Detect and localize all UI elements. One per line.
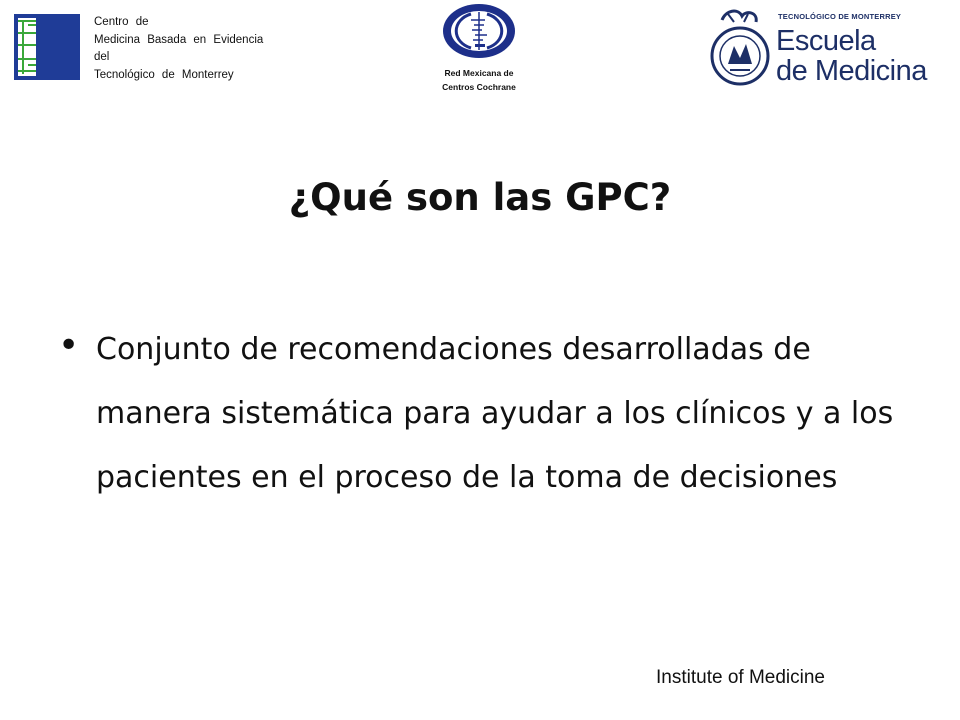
cochrane-logo	[424, 0, 534, 100]
cmbe-emblem-icon	[14, 14, 80, 80]
escuela-line-1: Escuela	[776, 25, 876, 57]
cmbe-line-1: Centro de	[94, 16, 149, 28]
cmbe-line-3: del	[94, 51, 110, 63]
cochrane-line-1: Red Mexicana de	[444, 68, 514, 78]
bullet-item: Conjunto de recomendaciones desarrolladas de manera sistemática para ayudar a los clínicos y a los pacientes en el proceso de la toma de decisiones	[96, 332, 894, 495]
cmbe-logo	[14, 12, 264, 84]
slide-title: ¿Qué son las GPC?	[288, 176, 672, 219]
cochrane-logo-text	[424, 66, 534, 94]
cochrane-emblem-icon	[441, 2, 517, 60]
source-citation: Institute of Medicine	[656, 667, 825, 688]
escuela-logo	[708, 4, 948, 96]
escuela-line-2: de Medicina	[776, 55, 927, 87]
escuela-wordmark	[776, 26, 927, 86]
university-seal-icon	[708, 6, 772, 92]
cmbe-logo-text	[94, 14, 263, 84]
cmbe-line-2: Medicina Basada en Evidencia	[94, 33, 264, 46]
cmbe-line-4: Tecnológico de Monterrey	[94, 68, 234, 81]
bullet-list	[58, 318, 898, 510]
cochrane-line-2: Centros Cochrane	[442, 82, 516, 92]
escuela-university-name: TECNOLÓGICO DE MONTERREY	[778, 12, 902, 21]
bullet-marker: •	[58, 325, 80, 366]
